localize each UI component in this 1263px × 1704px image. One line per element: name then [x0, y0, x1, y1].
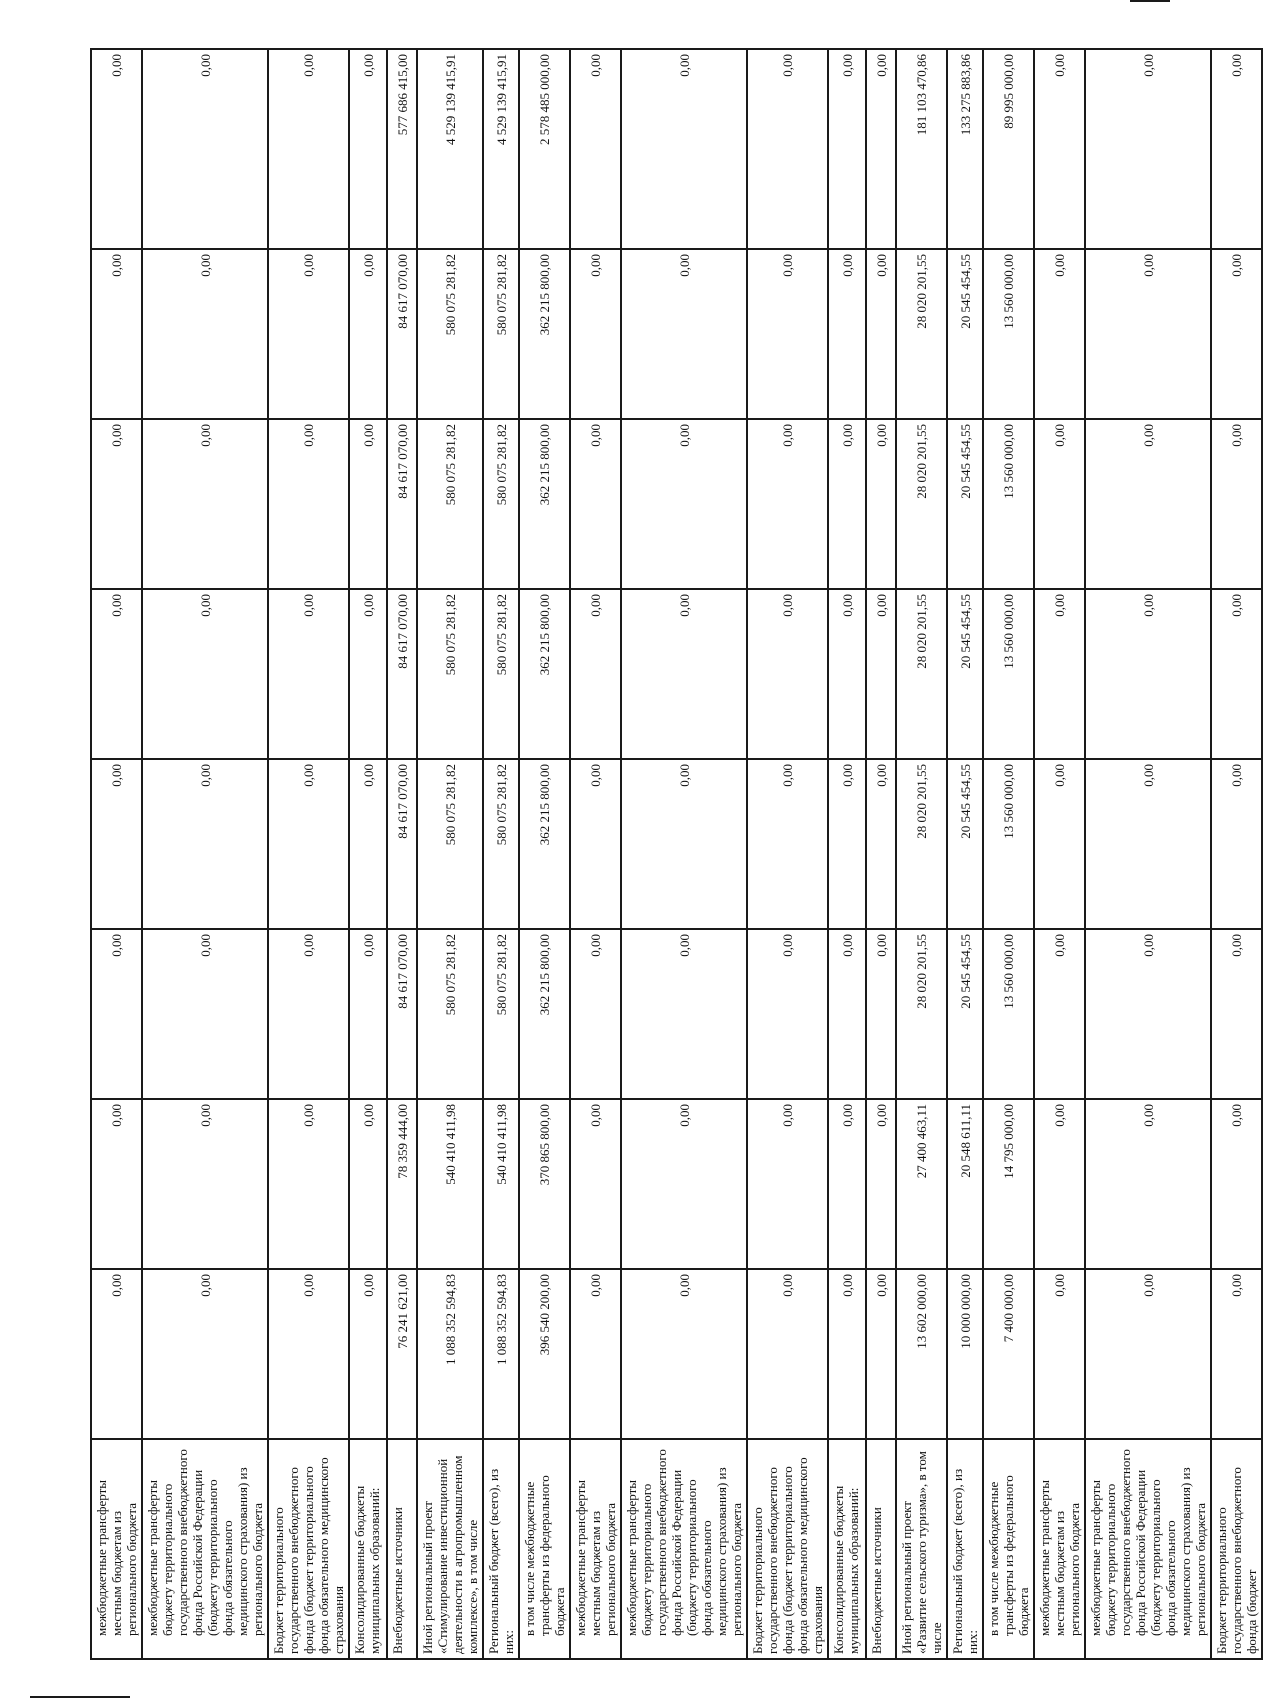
amount-cell: 0,00 — [1034, 759, 1085, 929]
amount-cell: 0,00 — [268, 929, 349, 1099]
table-row — [1034, 49, 1085, 1659]
amount-cell: 0,00 — [349, 929, 387, 1099]
amount-cell: 0,00 — [1085, 929, 1211, 1099]
row-label: Бюджет территориального государственного внебюджетного фонда (бюджет — [1211, 1439, 1262, 1659]
table-row — [483, 49, 519, 1659]
amount-cell: 0,00 — [349, 589, 387, 759]
amount-cell: 0,00 — [142, 589, 268, 759]
amount-cell: 0,00 — [570, 1269, 621, 1439]
amount-cell: 0,00 — [1034, 929, 1085, 1099]
table-row — [91, 49, 142, 1659]
row-label: Региональный бюджет (всего), из них: — [947, 1439, 983, 1659]
budget-table-body — [91, 49, 1262, 1659]
amount-cell: 0,00 — [828, 929, 866, 1099]
amount-cell: 0,00 — [621, 49, 747, 249]
amount-cell: 0,00 — [349, 419, 387, 589]
row-label: Бюджет территориального государственного внебюджетного фонда (бюджет территориального фонда обязательного медицинского страхования — [747, 1439, 828, 1659]
amount-cell: 0,00 — [1211, 589, 1262, 759]
amount-cell: 13 602 000,00 — [896, 1269, 947, 1439]
row-label: в том числе межбюджетные трансферты из федерального бюджета — [519, 1439, 570, 1659]
amount-cell: 89 995 000,00 — [983, 49, 1034, 249]
row-label: Иной региональный проект «Развитие сельского туризма», в том числе — [896, 1439, 947, 1659]
amount-cell: 0,00 — [866, 1099, 896, 1269]
table-row — [947, 49, 983, 1659]
amount-cell: 0,00 — [349, 49, 387, 249]
amount-cell: 0,00 — [828, 419, 866, 589]
amount-cell: 0,00 — [349, 759, 387, 929]
amount-cell: 0,00 — [1211, 419, 1262, 589]
amount-cell: 580 075 281,82 — [417, 419, 483, 589]
amount-cell: 540 410 411,98 — [483, 1099, 519, 1269]
amount-cell: 580 075 281,82 — [483, 589, 519, 759]
amount-cell: 20 548 611,11 — [947, 1099, 983, 1269]
amount-cell: 27 400 463,11 — [896, 1099, 947, 1269]
amount-cell: 20 545 454,55 — [947, 589, 983, 759]
amount-cell: 0,00 — [828, 759, 866, 929]
amount-cell: 0,00 — [1034, 1269, 1085, 1439]
amount-cell: 0,00 — [1085, 49, 1211, 249]
row-label: Региональный бюджет (всего), из них: — [483, 1439, 519, 1659]
amount-cell: 0,00 — [1034, 589, 1085, 759]
row-label: Консолидированные бюджеты муниципальных образований: — [828, 1439, 866, 1659]
amount-cell: 0,00 — [142, 1269, 268, 1439]
amount-cell: 577 686 415,00 — [387, 49, 417, 249]
amount-cell: 0,00 — [747, 929, 828, 1099]
amount-cell: 1 088 352 594,83 — [417, 1269, 483, 1439]
amount-cell: 0,00 — [1034, 49, 1085, 249]
amount-cell: 0,00 — [349, 1099, 387, 1269]
amount-cell: 0,00 — [747, 419, 828, 589]
amount-cell: 0,00 — [268, 589, 349, 759]
amount-cell: 0,00 — [349, 249, 387, 419]
table-row — [387, 49, 417, 1659]
amount-cell: 0,00 — [1085, 1099, 1211, 1269]
amount-cell: 4 529 139 415,91 — [483, 49, 519, 249]
amount-cell: 0,00 — [621, 929, 747, 1099]
amount-cell: 0,00 — [621, 1269, 747, 1439]
scan-edge-mark — [30, 1696, 130, 1698]
amount-cell: 13 560 000,00 — [983, 759, 1034, 929]
amount-cell: 0,00 — [570, 49, 621, 249]
amount-cell: 0,00 — [1034, 419, 1085, 589]
amount-cell: 84 617 070,00 — [387, 249, 417, 419]
amount-cell: 28 020 201,55 — [896, 419, 947, 589]
amount-cell: 362 215 800,00 — [519, 759, 570, 929]
table-row — [747, 49, 828, 1659]
amount-cell: 0,00 — [621, 589, 747, 759]
amount-cell: 13 560 000,00 — [983, 419, 1034, 589]
amount-cell: 0,00 — [747, 1099, 828, 1269]
amount-cell: 362 215 800,00 — [519, 929, 570, 1099]
amount-cell: 0,00 — [866, 249, 896, 419]
amount-cell: 0,00 — [1211, 1099, 1262, 1269]
table-row — [866, 49, 896, 1659]
amount-cell: 540 410 411,98 — [417, 1099, 483, 1269]
amount-cell: 362 215 800,00 — [519, 249, 570, 419]
amount-cell: 0,00 — [91, 1269, 142, 1439]
amount-cell: 0,00 — [570, 929, 621, 1099]
amount-cell: 28 020 201,55 — [896, 249, 947, 419]
amount-cell: 0,00 — [142, 929, 268, 1099]
amount-cell: 0,00 — [91, 49, 142, 249]
row-label: Иной региональный проект «Стимулирование инвестиционной деятельности в агропромышленном комплексе», в том числе — [417, 1439, 483, 1659]
amount-cell: 0,00 — [1085, 759, 1211, 929]
amount-cell: 0,00 — [621, 1099, 747, 1269]
amount-cell: 0,00 — [1085, 589, 1211, 759]
amount-cell: 0,00 — [621, 759, 747, 929]
amount-cell: 0,00 — [91, 419, 142, 589]
amount-cell: 7 400 000,00 — [983, 1269, 1034, 1439]
amount-cell: 580 075 281,82 — [483, 759, 519, 929]
amount-cell: 133 275 883,86 — [947, 49, 983, 249]
row-label: Бюджет территориального государственного внебюджетного фонда (бюджет территориального фонда обязательного медицинского страхования — [268, 1439, 349, 1659]
amount-cell: 0,00 — [142, 759, 268, 929]
row-label: межбюджетные трансферты бюджету территориального государственного внебюджетного фонда Российской Федерации (бюджету территориального фонда обязательного медицинского страхования) из регионального бюджета — [621, 1439, 747, 1659]
amount-cell: 580 075 281,82 — [483, 929, 519, 1099]
scan-edge-mark — [1130, 0, 1170, 2]
table-row — [1085, 49, 1211, 1659]
amount-cell: 0,00 — [747, 49, 828, 249]
table-row — [417, 49, 483, 1659]
amount-cell: 76 241 621,00 — [387, 1269, 417, 1439]
amount-cell: 580 075 281,82 — [417, 589, 483, 759]
amount-cell: 396 540 200,00 — [519, 1269, 570, 1439]
amount-cell: 0,00 — [828, 49, 866, 249]
amount-cell: 0,00 — [1085, 419, 1211, 589]
amount-cell: 20 545 454,55 — [947, 249, 983, 419]
amount-cell: 0,00 — [866, 759, 896, 929]
amount-cell: 0,00 — [268, 1269, 349, 1439]
amount-cell: 580 075 281,82 — [417, 929, 483, 1099]
amount-cell: 28 020 201,55 — [896, 589, 947, 759]
amount-cell: 0,00 — [866, 49, 896, 249]
amount-cell: 0,00 — [268, 249, 349, 419]
row-label: межбюджетные трансферты бюджету территориального государственного внебюджетного фонда Российской Федерации (бюджету территориального фонда обязательного медицинского страхования) из регионального бюджета — [1085, 1439, 1211, 1659]
row-label: Внебюджетные источники — [866, 1439, 896, 1659]
amount-cell: 84 617 070,00 — [387, 419, 417, 589]
table-row — [142, 49, 268, 1659]
amount-cell: 0,00 — [268, 419, 349, 589]
amount-cell: 0,00 — [828, 1269, 866, 1439]
amount-cell: 0,00 — [866, 929, 896, 1099]
amount-cell: 0,00 — [747, 589, 828, 759]
amount-cell: 0,00 — [1085, 1269, 1211, 1439]
amount-cell: 84 617 070,00 — [387, 759, 417, 929]
amount-cell: 0,00 — [570, 1099, 621, 1269]
amount-cell: 0,00 — [91, 249, 142, 419]
amount-cell: 580 075 281,82 — [483, 419, 519, 589]
amount-cell: 0,00 — [866, 589, 896, 759]
amount-cell: 0,00 — [828, 589, 866, 759]
amount-cell: 0,00 — [91, 1099, 142, 1269]
amount-cell: 13 560 000,00 — [983, 249, 1034, 419]
amount-cell: 0,00 — [1211, 759, 1262, 929]
table-row — [268, 49, 349, 1659]
amount-cell: 0,00 — [268, 1099, 349, 1269]
amount-cell: 0,00 — [1211, 49, 1262, 249]
amount-cell: 0,00 — [570, 759, 621, 929]
amount-cell: 0,00 — [828, 1099, 866, 1269]
amount-cell: 0,00 — [349, 1269, 387, 1439]
amount-cell: 362 215 800,00 — [519, 589, 570, 759]
amount-cell: 0,00 — [268, 759, 349, 929]
rotated-table-wrapper — [90, 50, 1259, 1660]
amount-cell: 580 075 281,82 — [417, 759, 483, 929]
amount-cell: 84 617 070,00 — [387, 929, 417, 1099]
table-row — [570, 49, 621, 1659]
amount-cell: 20 545 454,55 — [947, 929, 983, 1099]
amount-cell: 0,00 — [866, 1269, 896, 1439]
row-label: межбюджетные трансферты бюджету территориального государственного внебюджетного фонда Российской Федерации (бюджету территориального фонда обязательного медицинского страхования) из регионального бюджета — [142, 1439, 268, 1659]
amount-cell: 0,00 — [1034, 249, 1085, 419]
amount-cell: 0,00 — [1211, 1269, 1262, 1439]
table-row — [828, 49, 866, 1659]
amount-cell: 0,00 — [866, 419, 896, 589]
amount-cell: 181 103 470,86 — [896, 49, 947, 249]
amount-cell: 2 578 485 000,00 — [519, 49, 570, 249]
amount-cell: 0,00 — [1085, 249, 1211, 419]
amount-cell: 0,00 — [747, 1269, 828, 1439]
amount-cell: 0,00 — [142, 49, 268, 249]
amount-cell: 1 088 352 594,83 — [483, 1269, 519, 1439]
amount-cell: 14 795 000,00 — [983, 1099, 1034, 1269]
budget-table — [90, 48, 1263, 1660]
amount-cell: 78 359 444,00 — [387, 1099, 417, 1269]
amount-cell: 28 020 201,55 — [896, 759, 947, 929]
amount-cell: 0,00 — [268, 49, 349, 249]
amount-cell: 28 020 201,55 — [896, 929, 947, 1099]
row-label: межбюджетные трансферты местным бюджетам из регионального бюджета — [1034, 1439, 1085, 1659]
amount-cell: 0,00 — [142, 249, 268, 419]
amount-cell: 0,00 — [91, 759, 142, 929]
amount-cell: 4 529 139 415,91 — [417, 49, 483, 249]
amount-cell: 0,00 — [1211, 929, 1262, 1099]
amount-cell: 0,00 — [621, 249, 747, 419]
table-row — [983, 49, 1034, 1659]
amount-cell: 0,00 — [621, 419, 747, 589]
amount-cell: 0,00 — [1211, 249, 1262, 419]
amount-cell: 0,00 — [570, 589, 621, 759]
table-row — [519, 49, 570, 1659]
amount-cell: 0,00 — [570, 249, 621, 419]
amount-cell: 580 075 281,82 — [417, 249, 483, 419]
amount-cell: 0,00 — [142, 419, 268, 589]
amount-cell: 0,00 — [91, 929, 142, 1099]
amount-cell: 370 865 800,00 — [519, 1099, 570, 1269]
amount-cell: 0,00 — [570, 419, 621, 589]
amount-cell: 13 560 000,00 — [983, 929, 1034, 1099]
amount-cell: 0,00 — [91, 589, 142, 759]
amount-cell: 20 545 454,55 — [947, 419, 983, 589]
amount-cell: 0,00 — [747, 759, 828, 929]
amount-cell: 0,00 — [1034, 1099, 1085, 1269]
amount-cell: 10 000 000,00 — [947, 1269, 983, 1439]
amount-cell: 84 617 070,00 — [387, 589, 417, 759]
table-row — [349, 49, 387, 1659]
amount-cell: 0,00 — [142, 1099, 268, 1269]
row-label: межбюджетные трансферты местным бюджетам из регионального бюджета — [91, 1439, 142, 1659]
amount-cell: 20 545 454,55 — [947, 759, 983, 929]
amount-cell: 13 560 000,00 — [983, 589, 1034, 759]
table-row — [1211, 49, 1262, 1659]
amount-cell: 0,00 — [828, 249, 866, 419]
row-label: межбюджетные трансферты местным бюджетам из регионального бюджета — [570, 1439, 621, 1659]
amount-cell: 362 215 800,00 — [519, 419, 570, 589]
table-row — [621, 49, 747, 1659]
amount-cell: 0,00 — [747, 249, 828, 419]
amount-cell: 580 075 281,82 — [483, 249, 519, 419]
table-row — [896, 49, 947, 1659]
row-label: Консолидированные бюджеты муниципальных образований: — [349, 1439, 387, 1659]
row-label: в том числе межбюджетные трансферты из федерального бюджета — [983, 1439, 1034, 1659]
row-label: Внебюджетные источники — [387, 1439, 417, 1659]
